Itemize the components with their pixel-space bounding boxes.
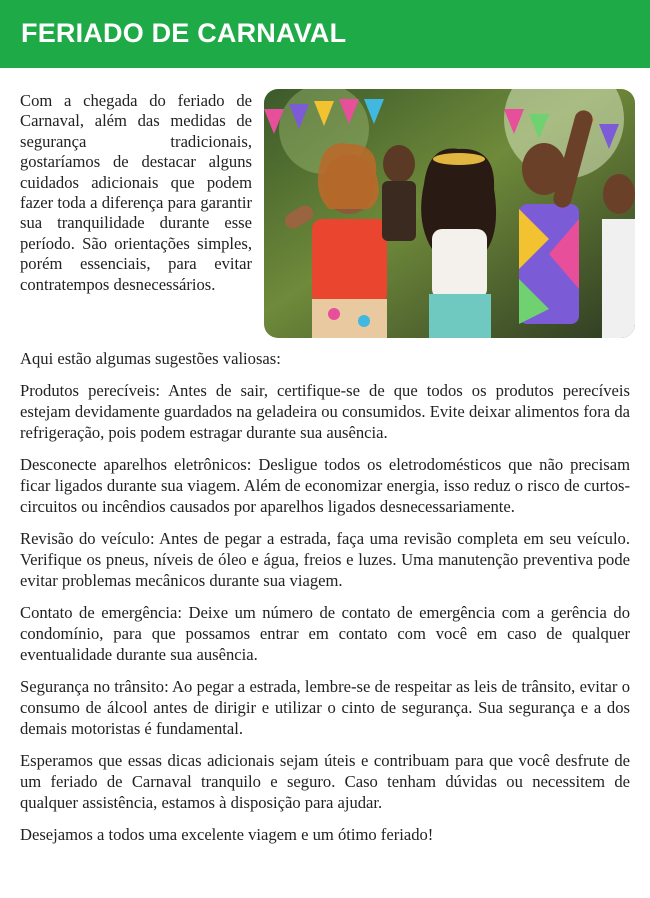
lead-paragraph: Aqui estão algumas sugestões valiosas: [20, 349, 281, 368]
tip-emergency-contact: Contato de emergência: Deixe um número de contato de emergência com a gerência do condomínio, para que possamos entrar em contato com você em caso de qualquer eventualidade durante sua ausência. [20, 603, 630, 664]
carnival-photo-illustration [264, 89, 635, 338]
page-title: FERIADO DE CARNAVAL [21, 18, 347, 48]
carnival-photo [264, 89, 635, 338]
header-banner [0, 0, 650, 68]
tip-electronics: Desconecte aparelhos eletrônicos: Desligue todos os eletrodomésticos que não precisam ficar ligados durante sua viagem. Além de economizar energia, isso reduz o risco de curtos-circuitos ou incêndios causados por aparelhos ligados desnecessariamente. [20, 455, 630, 516]
intro-paragraph: Com a chegada do feriado de Carnaval, além das medidas de segurança tradicionais, gostaríamos de destacar alguns cuidados adicionais que podem fazer toda a diferença para garantir sua tranquilidade durante esse período. São orientações simples, porém essenciais, para evitar contratempos desnecessários. [20, 91, 252, 294]
closing-paragraph: Esperamos que essas dicas adicionais sejam úteis e contribuam para que você desfrute de um feriado de Carnaval tranquilo e seguro. Caso tenham dúvidas ou necessitem de qualquer assistência, estamos à disposição para ajudar. [20, 751, 630, 812]
tip-traffic-safety: Segurança no trânsito: Ao pegar a estrada, lembre-se de respeitar as leis de trânsito, evitar o consumo de álcool antes de dirigir e utilizar o cinto de segurança. Sua segurança e a dos demais motoristas é fundamental. [20, 677, 630, 738]
tip-vehicle: Revisão do veículo: Antes de pegar a estrada, faça uma revisão completa em seu veículo. Verifique os pneus, níveis de óleo e água, freios e luzes. Uma manutenção preventiva pode evitar problemas mecânicos durante sua viagem. [20, 529, 630, 590]
farewell-line: Desejamos a todos uma excelente viagem e um ótimo feriado! [20, 825, 434, 844]
article-body [20, 348, 630, 856]
tip-perishables: Produtos perecíveis: Antes de sair, certifique-se de que todos os produtos perecíveis estejam devidamente guardados na geladeira ou consumidos. Evite deixar alimentos fora da refrigeração, pois podem estragar durante sua ausência. [20, 381, 630, 442]
